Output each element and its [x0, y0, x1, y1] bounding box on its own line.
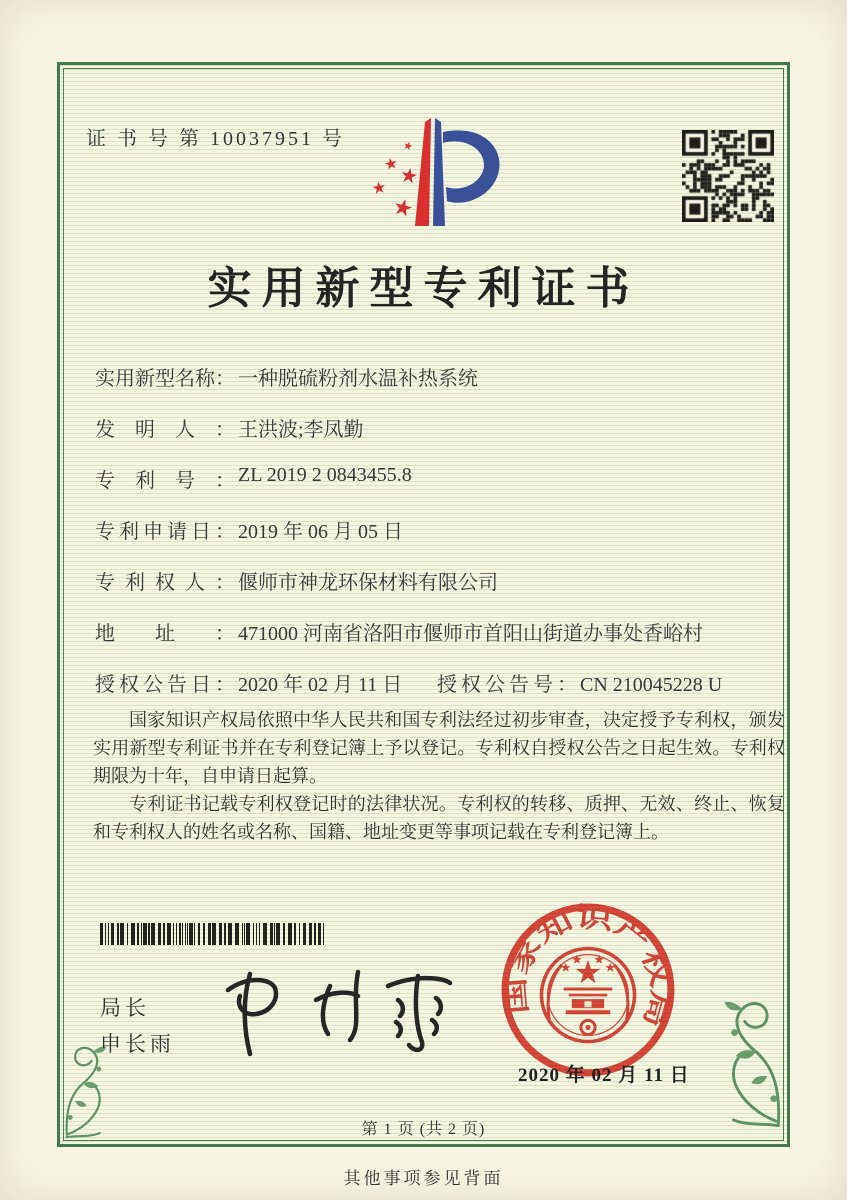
field-row-patent-number — [95, 464, 785, 492]
signatory-name: 申长雨 — [100, 1032, 175, 1056]
field-label: 专利号： — [95, 470, 235, 492]
field-label: 授权公告号： — [437, 674, 577, 696]
field-value: 偃师市神龙环保材料有限公司 — [238, 572, 498, 594]
page-number: 第 1 页 (共 2 页) — [361, 1121, 486, 1138]
footer-note: 其他事项参见背面 — [343, 1169, 504, 1188]
field-row-inventor — [95, 413, 785, 441]
legal-text — [93, 706, 785, 846]
legal-paragraph-2: 专利证书记载专利权登记时的法律状况。专利权的转移、质押、无效、终止、恢复和专利权人的姓名或名称、国籍、地址变更等事项记载在专利登记簿上。 — [93, 794, 785, 842]
field-value: 一种脱硫粉剂水温补热系统 — [238, 368, 478, 390]
cnipa-logo-icon — [345, 108, 515, 238]
field-label: 发明人： — [95, 419, 235, 441]
field-value: CN 210045228 U — [580, 674, 723, 696]
field-row-patentee — [95, 566, 785, 594]
field-row-grant — [95, 668, 785, 696]
field-row-address — [95, 617, 785, 645]
field-value: 王洪波;李凤勤 — [238, 419, 364, 441]
field-label: 专利申请日： — [95, 521, 235, 543]
field-row-name — [95, 362, 785, 390]
seal-text: 国家知识产权局 — [500, 902, 677, 1022]
field-value: 2019 年 06 月 05 日 — [238, 521, 403, 543]
floral-ornament-icon — [673, 982, 785, 1128]
qr-code — [682, 130, 774, 222]
field-label: 地址： — [95, 623, 235, 645]
field-label: 实用新型名称： — [95, 368, 235, 390]
signature-autograph-icon — [212, 946, 457, 1071]
certificate-title: 实用新型专利证书 — [207, 264, 640, 313]
certificate-number: 证 书 号 第 10037951 号 — [86, 128, 345, 150]
seal-date: 2020 年 02 月 11 日 — [518, 1065, 690, 1086]
field-value: 471000 河南省洛阳市偃师市首阳山街道办事处香峪村 — [238, 623, 703, 645]
official-seal-stamp-icon — [498, 900, 678, 1080]
field-value: ZL 2019 2 0843455.8 — [238, 464, 412, 486]
field-row-filing-date — [95, 515, 785, 543]
certificate-fields — [95, 362, 785, 719]
grant-date-group — [95, 668, 432, 697]
field-label: 授权公告日： — [95, 674, 235, 696]
barcode — [100, 923, 324, 945]
field-value: 2020 年 02 月 11 日 — [238, 674, 403, 696]
legal-paragraph-1: 国家知识产权局依照中华人民共和国专利法经过初步审查，决定授予专利权，颁发实用新型专利证书并在专利登记簿上予以登记。专利权自授权公告之日起生效。专利权期限为十年，自申请日起算。 — [93, 710, 785, 786]
grant-number-group — [437, 674, 722, 696]
signatory-title: 局长 — [100, 996, 150, 1020]
field-label: 专利权人： — [95, 572, 235, 594]
